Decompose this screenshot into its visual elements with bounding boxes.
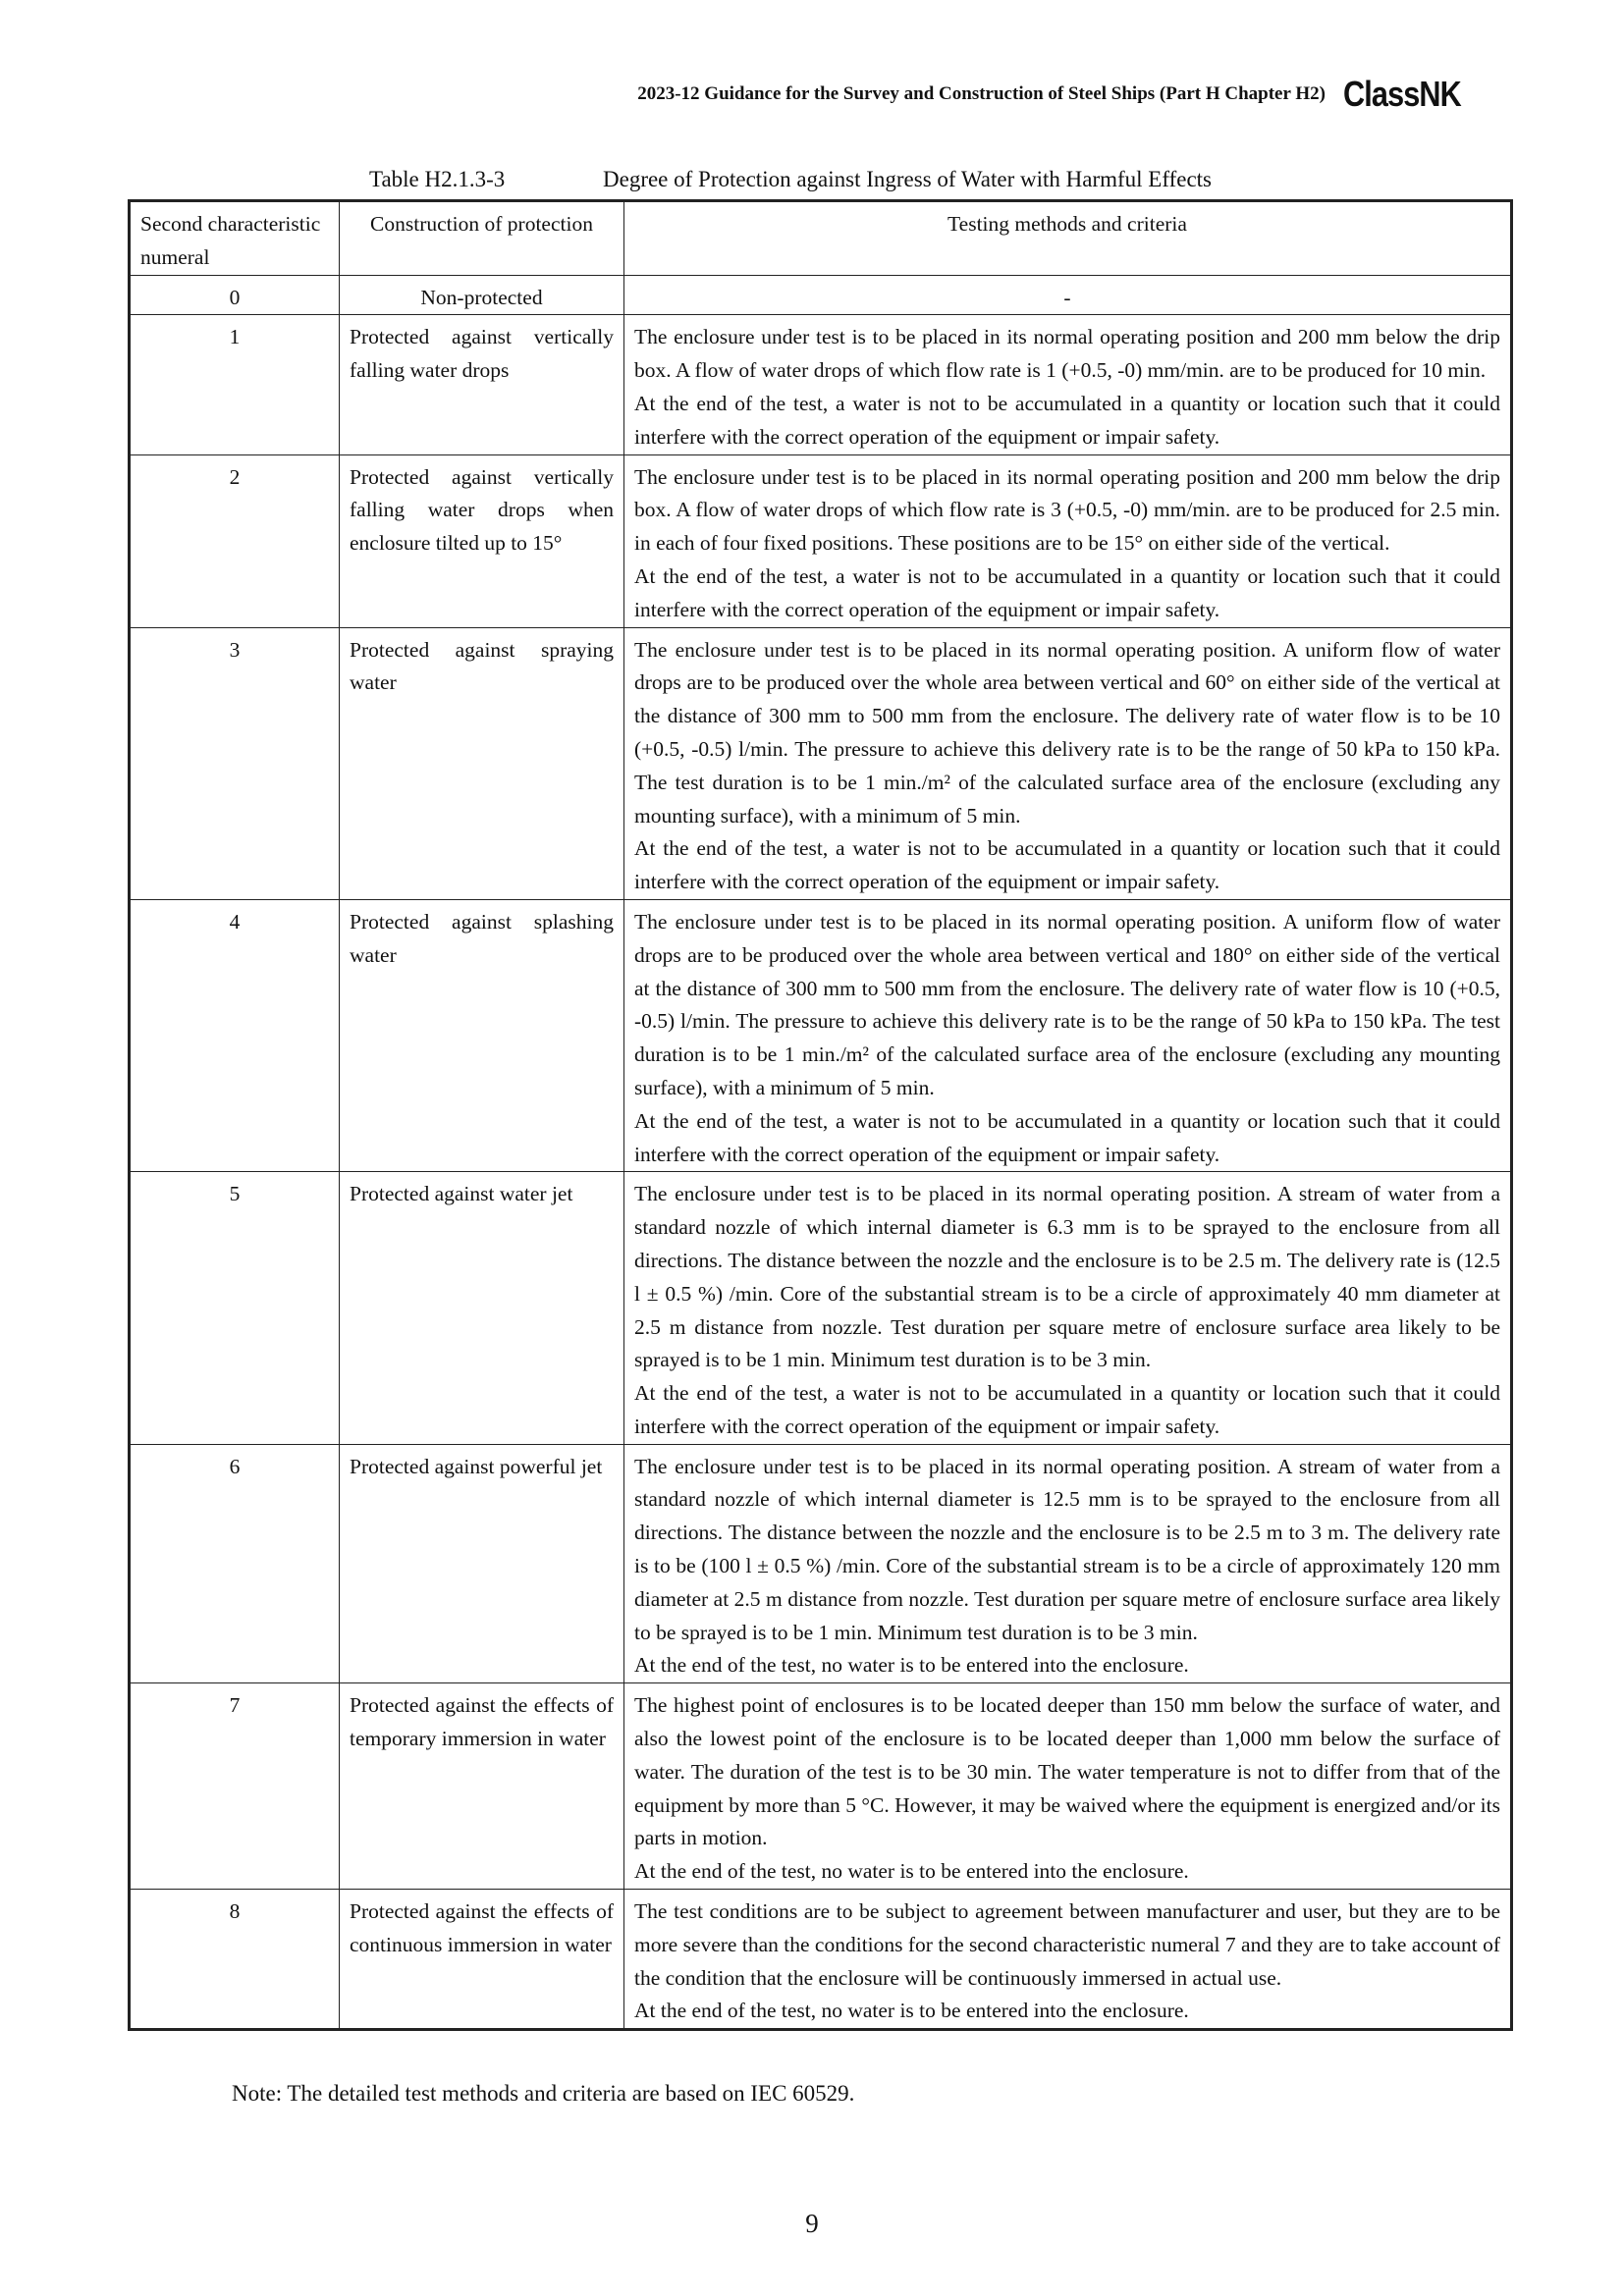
cell-construction: Protected against vertically falling water drops when enclosure tilted up to 15° — [340, 454, 624, 627]
testing-paragraph: At the end of the test, a water is not to be accumulated in a quantity or location such that it could interfere with the correct operation of the equipment or impair safety. — [634, 1108, 1500, 1166]
cell-testing — [624, 899, 1512, 1171]
cell-construction: Protected against the effects of continuous immersion in water — [340, 1890, 624, 2030]
cell-construction: Protected against vertically falling water drops — [340, 315, 624, 454]
page-header — [637, 74, 1482, 114]
table-row — [130, 1172, 1512, 1444]
header-construction: Construction of protection — [340, 201, 624, 276]
testing-paragraph: The highest point of enclosures is to be located deeper than 150 mm below the surface of water, and also the lowest point of the enclosure is to be located deeper than 1,000 mm below the surface of water. The duration of the test is to be 30 min. The water temperature is not to differ from that of the equipment by more than 5 °C. However, it may be waived where the equipment is energized and/or its parts in motion. — [634, 1693, 1500, 1850]
cell-numeral: 3 — [130, 627, 340, 899]
cell-construction: Protected against powerful jet — [340, 1444, 624, 1683]
testing-paragraph: The enclosure under test is to be placed in its normal operating position. A stream of water from a standard nozzle of which internal diameter is 6.3 mm is to be sprayed to the enclosure from all directions. The distance between the nozzle and the enclosure is to be 2.5 m. The delivery rate is (12.5 l ± 0.5 %) /min. Core of the substantial stream is to be a circle of approximately 40 mm diameter at 2.5 m distance from nozzle. Test duration per square metre of enclosure surface area likely to be sprayed is to be 1 min. Minimum test duration is to be 3 min. — [634, 1182, 1500, 1372]
table-row — [130, 275, 1512, 315]
table-note: Note: The detailed test methods and criteria are based on IEC 60529. — [232, 2081, 855, 2106]
testing-paragraph: The test conditions are to be subject to agreement between manufacturer and user, but they are to be more severe than the conditions for the second characteristic numeral 7 and they are to take account of the condition that the enclosure will be continuously immersed in actual use. — [634, 1899, 1500, 1990]
testing-paragraph: At the end of the test, a water is not to be accumulated in a quantity or location such that it could interfere with the correct operation of the equipment or impair safety. — [634, 391, 1500, 449]
cell-construction: Protected against the effects of temporary immersion in water — [340, 1683, 624, 1890]
table-row — [130, 1890, 1512, 2030]
cell-construction: Non-protected — [340, 275, 624, 315]
testing-paragraph: At the end of the test, no water is to be entered into the enclosure. — [634, 1653, 1189, 1678]
cell-construction: Protected against water jet — [340, 1172, 624, 1444]
cell-testing — [624, 1683, 1512, 1890]
table-row — [130, 899, 1512, 1171]
testing-paragraph: - — [1063, 285, 1071, 309]
header-testing: Testing methods and criteria — [624, 201, 1512, 276]
cell-numeral: 8 — [130, 1890, 340, 2030]
cell-numeral: 2 — [130, 454, 340, 627]
cell-testing — [624, 627, 1512, 899]
cell-construction: Protected against spraying water — [340, 627, 624, 899]
testing-paragraph: At the end of the test, a water is not to be accumulated in a quantity or location such that it could interfere with the correct operation of the equipment or impair safety. — [634, 1381, 1500, 1438]
header-title: 2023-12 Guidance for the Survey and Construction of Steel Ships (Part H Chapter H2) — [637, 83, 1326, 104]
cell-testing — [624, 1444, 1512, 1683]
table-row — [130, 627, 1512, 899]
cell-testing — [624, 315, 1512, 454]
cell-numeral: 7 — [130, 1683, 340, 1890]
cell-testing — [624, 1890, 1512, 2030]
testing-paragraph: At the end of the test, a water is not to be accumulated in a quantity or location such that it could interfere with the correct operation of the equipment or impair safety. — [634, 563, 1500, 621]
cell-testing — [624, 454, 1512, 627]
page-number: 9 — [805, 2209, 819, 2238]
testing-paragraph: The enclosure under test is to be placed in its normal operating position. A uniform flow of water drops are to be produced over the whole area between vertical and 60° on either side of the vertical at the distance of 300 mm to 500 mm from the enclosure. The delivery rate of water flow is to be 10 (+0.5, -0.5) l/min. The pressure to achieve this delivery rate is to be the range of 50 kPa to 150 kPa. The test duration is to be 1 min./m² of the calculated surface area of the enclosure (excluding any mounting surface), with a minimum of 5 min. — [634, 637, 1500, 828]
table-caption-label: Table H2.1.3-3 — [369, 167, 506, 191]
table-row — [130, 315, 1512, 454]
cell-numeral: 5 — [130, 1172, 340, 1444]
protection-table — [128, 199, 1513, 2031]
table-row — [130, 1683, 1512, 1890]
table-row — [130, 1444, 1512, 1683]
table-caption-title: Degree of Protection against Ingress of Water with Harmful Effects — [603, 167, 1213, 191]
cell-testing — [624, 1172, 1512, 1444]
table-row — [130, 454, 1512, 627]
testing-paragraph: At the end of the test, no water is to be entered into the enclosure. — [634, 1859, 1189, 1884]
cell-testing — [624, 275, 1512, 315]
testing-paragraph: The enclosure under test is to be placed in its normal operating position and 200 mm below the drip box. A flow of water drops of which flow rate is 3 (+0.5, -0) mm/min. are to be produced for 2.5 min. in each of four fixed positions. These positions are to be 15° on either side of the vertical. — [634, 464, 1500, 556]
cell-numeral: 1 — [130, 315, 340, 454]
testing-paragraph: The enclosure under test is to be placed in its normal operating position and 200 mm below the drip box. A flow of water drops of which flow rate is 1 (+0.5, -0) mm/min. are to be produced for 10 min. — [634, 325, 1500, 383]
header-numeral: Second characteristic numeral — [130, 201, 340, 276]
classnk-logo: ClassNK — [1342, 74, 1461, 114]
testing-paragraph: The enclosure under test is to be placed in its normal operating position. A uniform flow of water drops are to be produced over the whole area between vertical and 180° on either side of the vertical at the distance of 300 mm to 500 mm from the enclosure. The delivery rate of water flow is 10 (+0.5, -0.5) l/min. The pressure to achieve this delivery rate is to be the range of 50 kPa to 150 kPa. The test duration is to be 1 min./m² of the calculated surface area of the enclosure (excluding any mounting surface), with a minimum of 5 min. — [634, 909, 1500, 1099]
cell-construction: Protected against splashing water — [340, 899, 624, 1171]
cell-numeral: 4 — [130, 899, 340, 1171]
testing-paragraph: At the end of the test, no water is to be entered into the enclosure. — [634, 1999, 1189, 2023]
cell-numeral: 6 — [130, 1444, 340, 1683]
testing-paragraph: At the end of the test, a water is not to be accumulated in a quantity or location such that it could interfere with the correct operation of the equipment or impair safety. — [634, 836, 1500, 894]
cell-numeral: 0 — [130, 275, 340, 315]
table-header-row — [130, 201, 1512, 276]
testing-paragraph: The enclosure under test is to be placed in its normal operating position. A stream of water from a standard nozzle of which internal diameter is 12.5 mm is to be sprayed to the enclosure from all directions. The distance between the nozzle and the enclosure is to be 2.5 m to 3 m. The delivery rate is to be (100 l ± 0.5 %) /min. Core of the substantial stream is to be a circle of approximately 120 mm diameter at 2.5 m distance from nozzle. Test duration per square metre of enclosure surface area likely to be sprayed is to be 1 min. Minimum test duration is to be 3 min. — [634, 1454, 1500, 1644]
